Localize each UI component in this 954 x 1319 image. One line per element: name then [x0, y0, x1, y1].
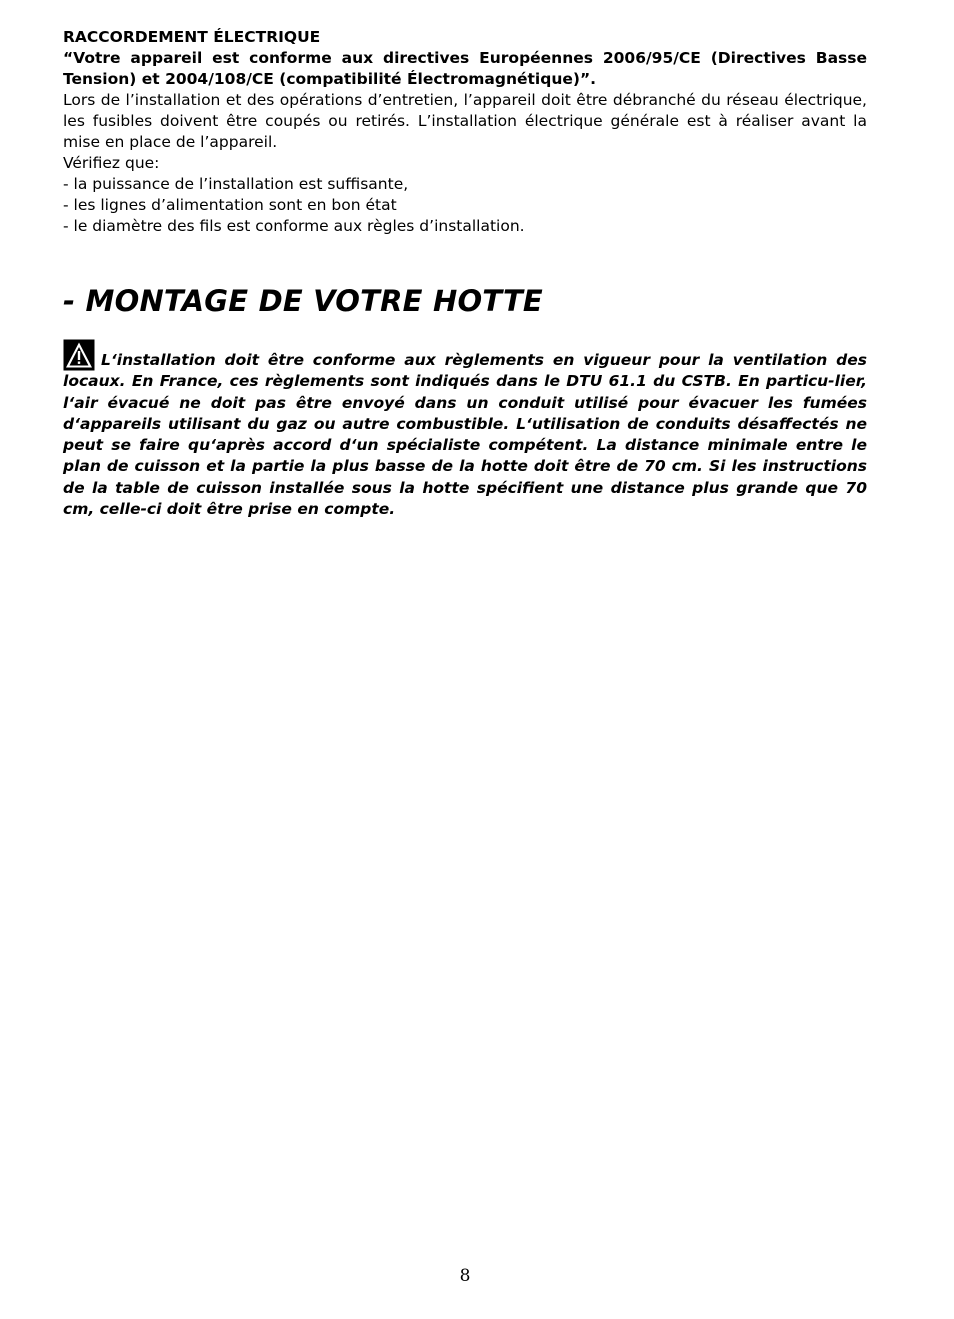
check-item-lines: - les lignes d’alimentation sont en bon état [63, 196, 397, 214]
mounting-heading: - MONTAGE DE VOTRE HOTTE [63, 284, 543, 318]
installation-paragraph: Lors de l’installation et des opérations d’entretien, l’appareil doit être débranché du réseau électrique, les fusibles doivent être coupés ou retirés. L’installation électrique générale est à réaliser avant la mise en place de l’appareil. [63, 91, 867, 151]
check-item-power: - la puissance de l’installation est suffisante, [63, 175, 409, 193]
check-intro: Vérifiez que: [63, 154, 160, 172]
page-number: 8 [459, 1266, 471, 1286]
mounting-warning [63, 339, 867, 520]
check-item-wires: - le diamètre des fils est conforme aux règles d’installation. [63, 217, 525, 235]
warning-triangle-icon [63, 339, 95, 371]
warning-text: L‘installation doit être conforme aux règlements en vigueur pour la ventilation des locaux. En France, ces règlements sont indiqués dans le DTU 61.1 du CSTB. En particu-lier, l‘air évacué ne doit pas être envoyé dans un conduit utilisé pour évacuer les fumées d‘appareils utilisant du gaz ou autre combustible. L‘utilisation de conduits désaffectés ne peut se faire qu‘après accord d‘un spécialiste compétent. La distance minimale entre le plan de cuisson et la partie la plus basse de la hotte doit être de 70 cm. Si les instructions de la table de cuisson installée sous la hotte spécifient une distance plus grande que 70 cm, celle-ci doit être prise en compte. [63, 351, 867, 519]
directive-statement: “Votre appareil est conforme aux directives Européennes 2006/95/CE (Directives Basse Tension) et 2004/108/CE (compatibilité Électromagnétique)”. [63, 49, 867, 88]
electrical-section [63, 27, 867, 237]
section-title: RACCORDEMENT ÉLECTRIQUE [63, 28, 321, 46]
